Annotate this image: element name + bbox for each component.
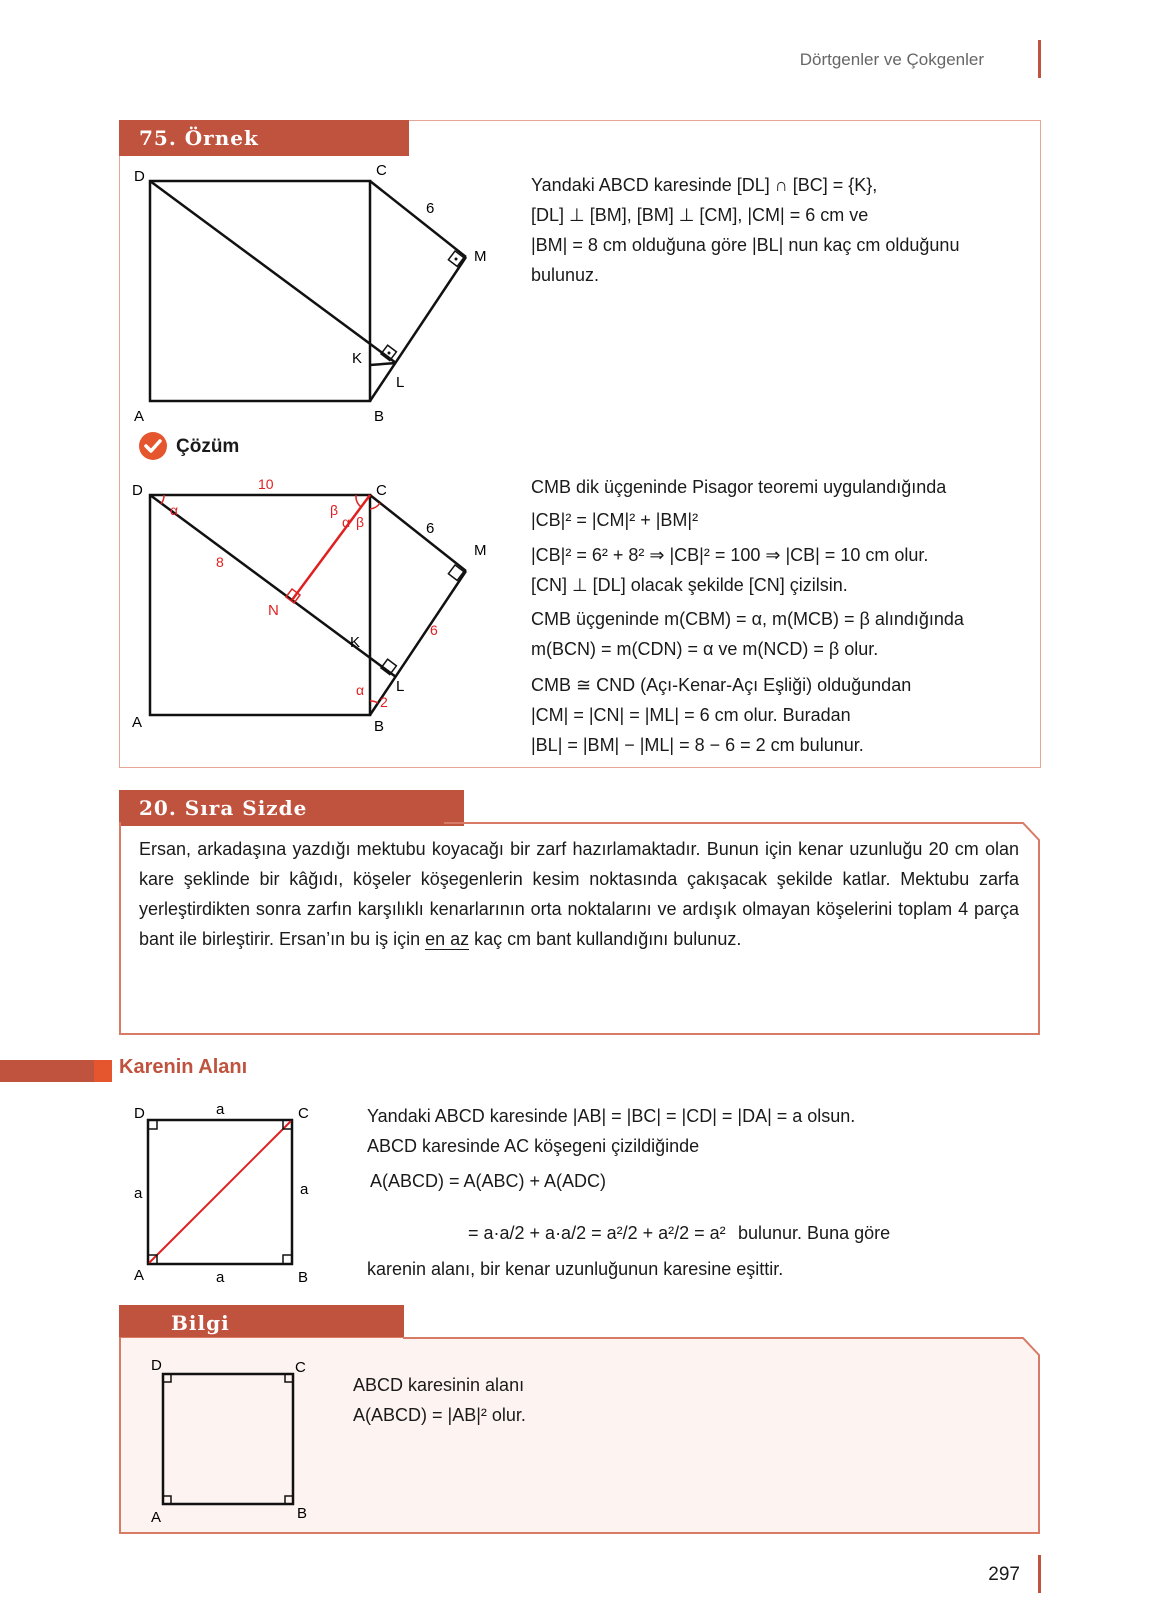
- bilgi-label-c: C: [295, 1359, 306, 1376]
- area-line-1: Yandaki ABCD karesinde |AB| = |BC| = |CD| = |DA| = a olsun.: [367, 1106, 856, 1126]
- area-line-5: karenin alanı, bir kenar uzunluğunun karesine eşittir.: [367, 1259, 784, 1279]
- section-title: Karenin Alanı: [119, 1056, 248, 1078]
- fig2-label-m: M: [474, 542, 487, 559]
- fig2-label-dn: 8: [216, 554, 224, 570]
- fig2-beta-c2: β: [356, 514, 365, 530]
- bilgi-line-1: ABCD karesinin alanı: [353, 1375, 525, 1395]
- question-line-4: bulunuz.: [531, 265, 600, 285]
- bilgi-tag: Bilgi: [119, 1305, 404, 1341]
- ornek-tag: 75. Örnek: [119, 120, 409, 156]
- fig2-label-n: N: [268, 602, 279, 619]
- fig3-side-top: a: [216, 1102, 225, 1118]
- karenin-alani-figure: [130, 1102, 330, 1292]
- area-line-2: ABCD karesinde AC köşegeni çizildiğinde: [367, 1136, 700, 1156]
- fig3-label-a-corner: A: [134, 1267, 145, 1284]
- solution-line-3: |CB|² = 6² + 8² ⇒ |CB|² = 100 ⇒ |CB| = 10 cm olur.: [531, 545, 929, 565]
- fig3-side-left: a: [134, 1185, 143, 1202]
- fig2-alpha-b: α: [356, 682, 365, 698]
- bilgi-label-a: A: [151, 1509, 162, 1526]
- fig1-label-cm: 6: [426, 200, 435, 217]
- header-rule: [1038, 40, 1041, 78]
- question-line-1: Yandaki ABCD karesinde [DL] ∩ [BC] = {K},: [531, 175, 878, 195]
- fig2-beta-c1: β: [330, 502, 339, 518]
- area-formula: = a·a/2 + a·a/2 = a²/2 + a²/2 = a²: [468, 1223, 726, 1243]
- question-line-3: |BM| = 8 cm olduğuna göre |BL| nun kaç cm olduğunu: [531, 235, 960, 255]
- section-marker: [94, 1060, 112, 1082]
- fig2-label-cm: 6: [426, 520, 435, 537]
- fig3-side-right: a: [300, 1181, 309, 1198]
- fig3-side-bottom: a: [216, 1269, 225, 1286]
- solution-line-6: m(BCN) = m(CDN) = α ve m(NCD) = β olur.: [531, 639, 879, 659]
- solution-line-7: CMB ≅ CND (Açı-Kenar-Açı Eşliği) olduğundan: [531, 675, 912, 695]
- fig2-label-b: B: [374, 718, 385, 735]
- fig1-label-b: B: [374, 408, 385, 425]
- bilgi-label-b: B: [297, 1505, 308, 1522]
- fig2-alpha-d: α: [170, 502, 179, 518]
- ornek-figure-2: [130, 475, 510, 735]
- chapter-title: Dörtgenler ve Çokgenler: [799, 50, 984, 69]
- solution-line-2: |CB|² = |CM|² + |BM|²: [531, 510, 699, 530]
- fig3-label-b: B: [298, 1269, 309, 1286]
- fig1-label-c: C: [376, 165, 387, 179]
- fig2-label-c: C: [376, 482, 387, 499]
- fig2-label-dc: 10: [258, 476, 274, 492]
- fig2-label-ml: 6: [430, 622, 438, 638]
- fig1-label-l: L: [396, 374, 405, 391]
- check-icon: [139, 432, 167, 460]
- solution-line-1: CMB dik üçgeninde Pisagor teoremi uygulandığında: [531, 477, 947, 497]
- section-bar: [0, 1060, 108, 1082]
- fig3-label-c: C: [298, 1105, 309, 1122]
- fig3-label-d: D: [134, 1105, 145, 1122]
- question-line-2: [DL] ⊥ [BM], [BM] ⊥ [CM], |CM| = 6 cm ve: [531, 205, 869, 225]
- area-line-3: A(ABCD) = A(ABC) + A(ADC): [370, 1171, 607, 1191]
- bilgi-line-2: A(ABCD) = |AB|² olur.: [353, 1405, 526, 1425]
- fig2-label-k: K: [350, 634, 361, 651]
- fig1-label-d: D: [134, 168, 145, 185]
- sira-sizde-text: Ersan, arkadaşına yazdığı mektubu koyacağı bir zarf hazırlamaktadır. Bunun için kenar uzunluğu 20 cm olan kare şeklinde bir kâğıdı, köşeler köşegenlerin kesim noktasında çakışacak şekilde katlar. Mektubu zarfa yerleştirdikten sonra zarfın karşılıklı kenarlarının orta noktalarını ve ardışık olmayan köşelerini toplam 4 parça bant ile birleştirir. Ersan’ın bu iş için en az kaç cm bant kullandığını bulunuz.: [139, 839, 1019, 949]
- fig2-label-l: L: [396, 678, 405, 695]
- page-number: 297: [988, 1564, 1020, 1585]
- solution-title: Çözüm: [176, 436, 240, 457]
- bilgi-label-d: D: [151, 1357, 162, 1374]
- fig2-label-bl: 2: [380, 694, 388, 710]
- solution-line-9: |BL| = |BM| − |ML| = 8 − 6 = 2 cm bulunur.: [531, 735, 864, 755]
- footer-rule: [1038, 1555, 1041, 1593]
- fig2-alpha-c: α: [342, 514, 351, 530]
- fig1-label-m: M: [474, 248, 487, 265]
- solution-line-8: |CM| = |CN| = |ML| = 6 cm olur. Buradan: [531, 705, 851, 725]
- solution-line-5: CMB üçgeninde m(CBM) = α, m(MCB) = β alındığında: [531, 609, 964, 629]
- fig2-label-d: D: [132, 482, 143, 499]
- fig1-label-a: A: [134, 408, 145, 425]
- solution-line-4: [CN] ⊥ [DL] olacak şekilde [CN] çizilsin.: [531, 575, 848, 595]
- fig2-label-a: A: [132, 714, 143, 731]
- area-line-4: bulunur. Buna göre: [738, 1223, 891, 1243]
- sira-sizde-tag: 20. Sıra Sizde: [119, 790, 464, 826]
- bilgi-figure: [145, 1356, 325, 1536]
- ornek-figure-1: [130, 165, 510, 425]
- fig1-label-k: K: [352, 350, 363, 367]
